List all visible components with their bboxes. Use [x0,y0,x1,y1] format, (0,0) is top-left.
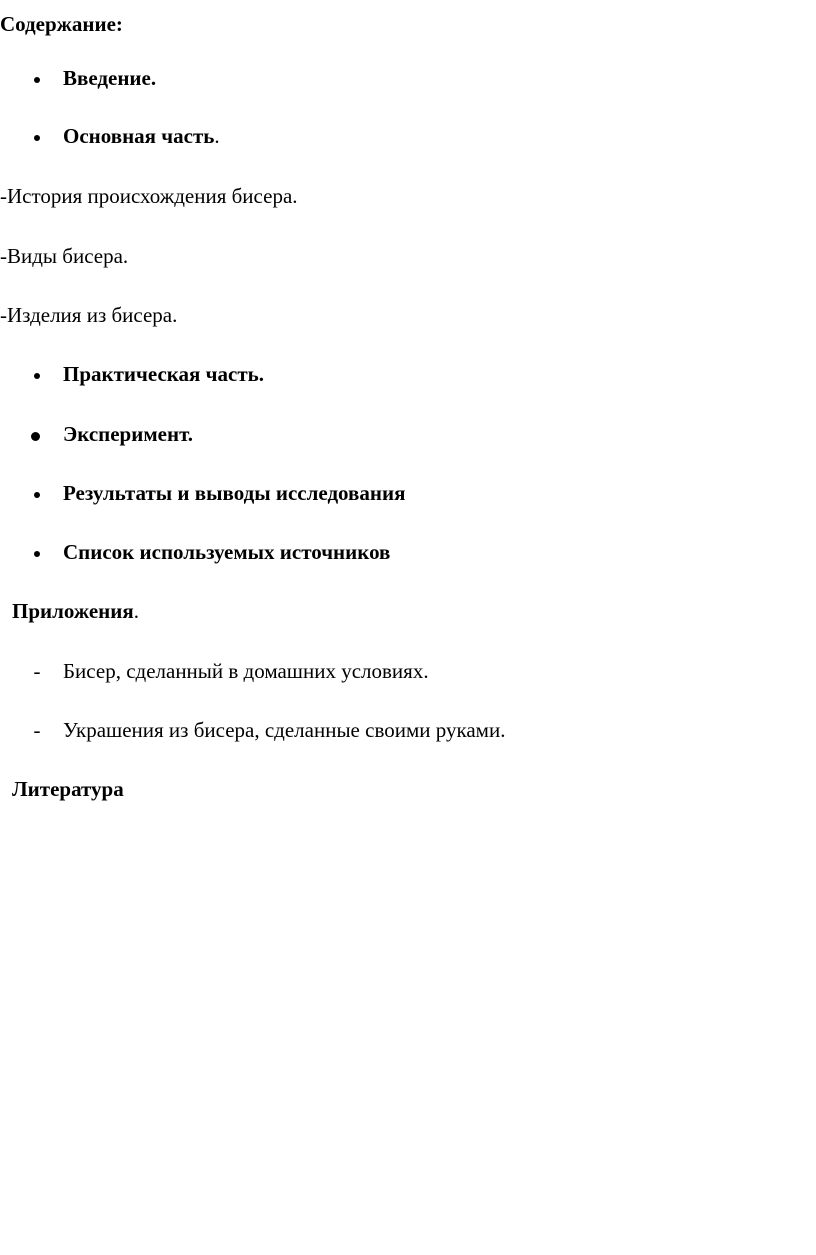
list-item-text: Литература [12,777,124,801]
bullet-icon [20,422,50,446]
list-item-text: Введение. [63,66,157,90]
list-item [0,244,128,268]
list-item-text: Список используемых источников [63,540,391,564]
list-item-text: Бисер, сделанный в домашних условиях. [63,659,429,683]
list-item-text: Результаты и выводы исследования [63,481,406,505]
list-item [12,777,124,801]
list-item-text: -Виды бисера. [0,244,129,268]
list-item-text-group [63,124,220,148]
list-item-text: Основная часть [63,124,215,148]
list-item-suffix: . [214,124,220,148]
bullet-icon [22,66,52,90]
list-item-text: Эксперимент. [63,422,194,446]
list-item-text: Приложения [12,599,134,623]
list-item-text: Практическая часть. [63,362,264,386]
list-item-text: -История происхождения бисера. [0,184,298,208]
list-item-text: Украшения из бисера, сделанные своими руками. [63,718,506,742]
bullet-icon [22,362,52,386]
bullet-icon [22,481,52,505]
bullet-icon [22,124,52,148]
dash-marker: - [33,718,41,742]
list-item [12,599,139,623]
list-item-text: -Изделия из бисера. [0,303,178,327]
list-item [0,303,177,327]
bullet-icon [22,540,52,564]
page-title [0,12,123,36]
dash-marker: - [33,659,41,683]
list-item-suffix: . [133,599,139,623]
list-item [0,184,298,208]
page-title-text: Содержание: [0,12,123,36]
